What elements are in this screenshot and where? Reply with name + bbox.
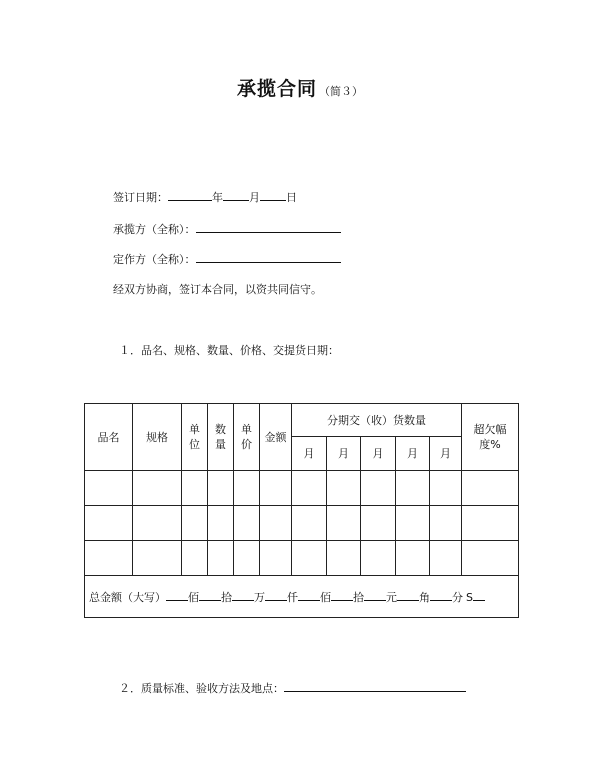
header-delivery: 分期交（收）货数量	[292, 404, 462, 437]
day-label: 日	[286, 191, 297, 204]
header-month-5: 月	[430, 437, 462, 471]
orderer-line	[113, 250, 341, 267]
unit-shi-2: 拾	[353, 590, 364, 604]
table-row	[85, 541, 519, 576]
sign-date-line	[113, 188, 297, 205]
day-blank[interactable]	[260, 188, 286, 201]
unit-wan: 万	[254, 590, 265, 604]
total-blank[interactable]	[298, 589, 320, 601]
contract-title-block	[0, 74, 600, 101]
unit-yuan: 元	[386, 590, 397, 604]
header-overrun: 超欠幅度%	[462, 404, 519, 471]
total-amount-row	[85, 576, 519, 618]
section1-heading: １．品名、规格、数量、价格、交提货日期：	[119, 344, 339, 357]
section2-line	[119, 679, 466, 696]
orderer-blank[interactable]	[196, 250, 341, 263]
year-label: 年	[212, 191, 223, 204]
header-month-3: 月	[361, 437, 396, 471]
header-price: 单价	[234, 404, 260, 471]
unit-jiao: 角	[419, 590, 430, 604]
unit-fen: 分	[452, 590, 463, 604]
header-month-1: 月	[292, 437, 327, 471]
quality-blank[interactable]	[284, 679, 466, 692]
unit-shi: 拾	[221, 590, 232, 604]
total-blank[interactable]	[430, 589, 452, 601]
sign-date-label: 签订日期：	[113, 191, 168, 204]
header-spec: 规格	[133, 404, 182, 471]
contractor-blank[interactable]	[196, 220, 341, 233]
total-blank[interactable]	[473, 589, 485, 601]
contractor-line	[113, 220, 341, 237]
contract-title: 承揽合同	[236, 78, 317, 100]
agreement-text: 经双方协商，签订本合同，以资共同信守。	[113, 283, 322, 296]
header-unit: 单位	[182, 404, 208, 471]
total-blank[interactable]	[166, 589, 188, 601]
month-label: 月	[249, 191, 260, 204]
header-name: 品名	[85, 404, 133, 471]
unit-bai-2: 佰	[320, 590, 331, 604]
year-blank[interactable]	[168, 188, 212, 201]
total-blank[interactable]	[364, 589, 386, 601]
goods-table	[84, 403, 519, 618]
total-blank[interactable]	[199, 589, 221, 601]
currency-sign: S	[466, 590, 473, 604]
unit-bai: 佰	[188, 590, 199, 604]
table-row	[85, 471, 519, 506]
table-row	[85, 506, 519, 541]
header-month-4: 月	[396, 437, 430, 471]
header-qty: 数量	[208, 404, 234, 471]
section2-heading: ２．质量标准、验收方法及地点：	[119, 682, 284, 695]
unit-qian: 仟	[287, 590, 298, 604]
contractor-label: 承揽方（全称）：	[113, 223, 196, 236]
total-blank[interactable]	[331, 589, 353, 601]
contract-subtitle: （简３）	[319, 85, 363, 98]
header-month-2: 月	[327, 437, 361, 471]
total-blank[interactable]	[265, 589, 287, 601]
header-amount: 金额	[260, 404, 292, 471]
total-blank[interactable]	[397, 589, 419, 601]
orderer-label: 定作方（全称）：	[113, 253, 196, 266]
total-label: 总金额（大写）	[89, 590, 166, 604]
month-blank[interactable]	[223, 188, 249, 201]
total-blank[interactable]	[232, 589, 254, 601]
